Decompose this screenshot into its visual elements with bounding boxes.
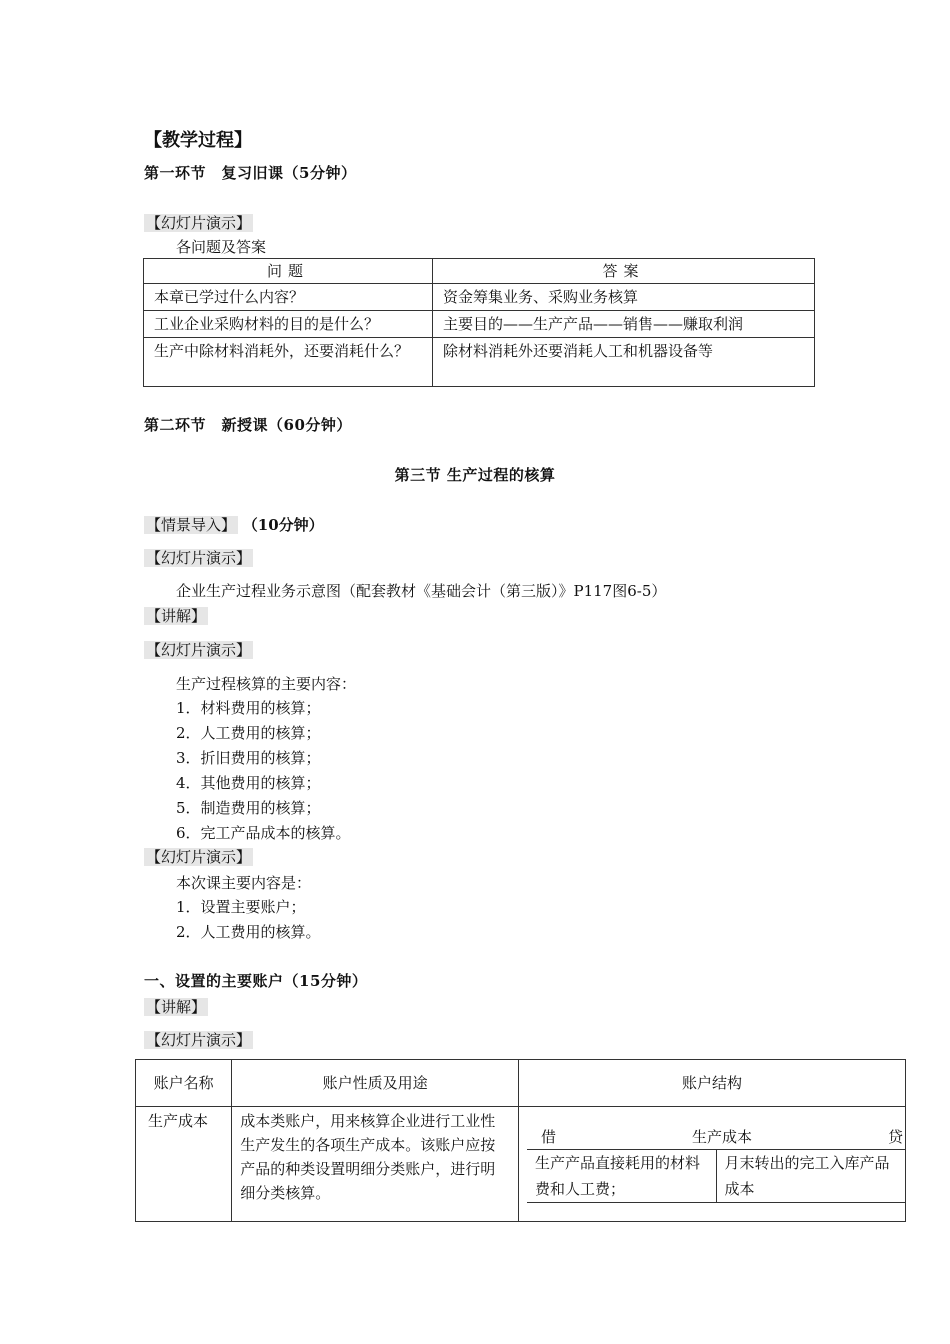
qa-question: 生产中除材料消耗外，还要消耗什么？ [144,338,433,387]
intro-tag: 【情景导入】 [146,516,237,534]
diagram-line: 企业生产过程业务示意图（配套教材《基础会计（第三版）》P117图6-5） [176,582,667,600]
t-account-title: 生产成本 [691,1128,752,1146]
part1-title: 一、设置的主要账户（15分钟） [144,972,368,990]
slide-tag: 【幻灯片演示】 [146,549,252,567]
t-account [527,1125,905,1203]
table-row [144,338,815,387]
table-row [136,1107,906,1222]
list-item: 6．完工产品成本的核算。 [176,824,351,842]
qa-header-question: 问题 [144,259,433,284]
list-item: 2．人工费用的核算； [176,724,321,742]
section1-title: 第一环节 复习旧课（5分钟） [144,164,357,182]
t-account-right: 月末转出的完工入库产品成本 [724,1154,890,1198]
qa-question: 工业企业采购材料的目的是什么？ [144,311,433,338]
class-intro: 本次课主要内容是： [176,874,312,892]
qa-answer: 资金筹集业务、采购业务核算 [433,284,815,311]
slide-tag: 【幻灯片演示】 [146,1031,252,1049]
account-header-structure: 账户结构 [519,1060,906,1107]
table-row [144,311,815,338]
account-header-purpose: 账户性质及用途 [232,1060,519,1107]
intro-time: （10分钟） [242,516,324,534]
qa-answer: 除材料消耗外还要消耗人工和机器设备等 [433,338,815,387]
list-item: 3．折旧费用的核算； [176,749,321,767]
t-account-debit: 借 [541,1128,557,1146]
qa-table [143,258,815,387]
account-purpose: 成本类账户，用来核算企业进行工业性生产发生的各项生产成本。该账户应按产品的种类设置明细分类账户，进行明细分类核算。 [232,1107,519,1222]
qa-header-answer: 答案 [433,259,815,284]
page-heading: 【教学过程】 [144,130,252,151]
slide-tag: 【幻灯片演示】 [146,848,252,866]
list-item: 1．材料费用的核算； [176,699,321,717]
t-account-credit: 贷 [887,1128,903,1146]
list-item: 5．制造费用的核算； [176,799,321,817]
account-structure [519,1107,906,1222]
slide-tag: 【幻灯片演示】 [146,641,252,659]
qa-intro: 各问题及答案 [176,238,267,256]
slide-tag: 【幻灯片演示】 [146,214,252,232]
section2-title: 第二环节 新授课（60分钟） [144,416,352,434]
lesson-title: 第三节 生产过程的核算 [394,466,556,484]
list-item: 1．设置主要账户； [176,898,306,916]
lecture-tag: 【讲解】 [146,607,207,625]
t-account-left: 生产产品直接耗用的材料费和人工费； [527,1150,717,1202]
list-item: 4．其他费用的核算； [176,774,321,792]
list-item: 2．人工费用的核算。 [176,923,321,941]
qa-answer: 主要目的——生产产品——销售——赚取利润 [433,311,815,338]
account-table [135,1059,906,1222]
qa-question: 本章已学过什么内容？ [144,284,433,311]
content-intro: 生产过程核算的主要内容： [176,675,357,693]
account-header-name: 账户名称 [136,1060,232,1107]
table-row [144,284,815,311]
intro-line [144,514,324,535]
account-name: 生产成本 [136,1107,232,1222]
lecture-tag: 【讲解】 [146,998,207,1016]
